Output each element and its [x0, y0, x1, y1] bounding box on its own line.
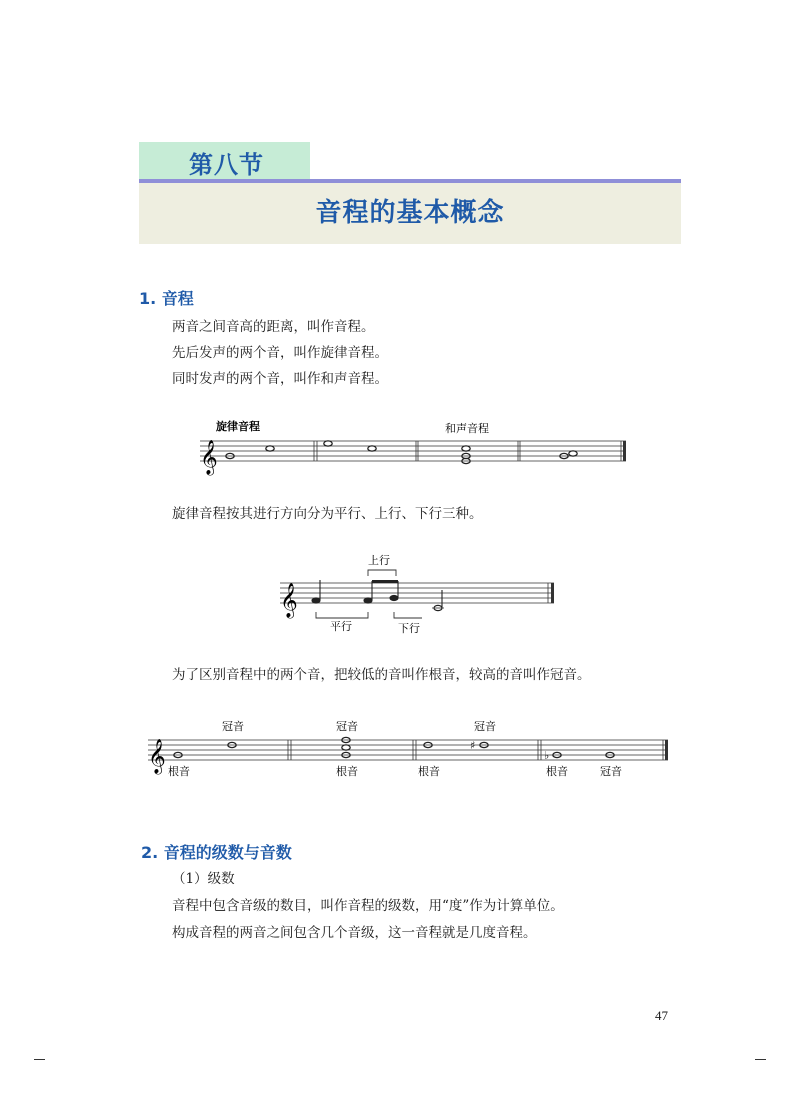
paragraph-line: 为了区别音程中的两个音，把较低的音叫作根音，较高的音叫作冠音。: [172, 667, 591, 683]
treble-clef-icon: 𝄞: [148, 739, 166, 774]
label-top: 冠音: [600, 765, 622, 778]
crop-mark: [755, 1059, 766, 1060]
paragraph-line: 两音之间音高的距离，叫作音程。: [172, 319, 375, 335]
label-root: 根音: [418, 765, 440, 778]
label-top: 冠音: [336, 720, 358, 733]
section-tab: [139, 142, 310, 179]
label-top: 冠音: [474, 720, 496, 733]
paragraph-line: 同时发声的两个音，叫作和声音程。: [172, 371, 388, 387]
label-root: 根音: [336, 765, 358, 778]
title-band: [139, 183, 681, 244]
label-top: 冠音: [222, 720, 244, 733]
figure-motion-directions: [272, 550, 562, 640]
subheading: （1）级数: [172, 871, 235, 887]
label-parallel: 平行: [330, 620, 352, 633]
heading-1: 1. 音程: [139, 289, 194, 308]
paragraph-line: 旋律音程按其进行方向分为平行、上行、下行三种。: [172, 506, 483, 522]
paragraph-line: 构成音程的两音之间包含几个音级，这一音程就是几度音程。: [172, 925, 537, 941]
paragraph-line: 音程中包含音级的数目，叫作音程的级数，用“度”作为计算单位。: [172, 898, 564, 914]
label-root: 根音: [546, 765, 568, 778]
crop-mark: [34, 1059, 45, 1060]
section-title: 音程的基本概念: [315, 198, 505, 228]
svg-text:♭: ♭: [544, 749, 550, 762]
label-melodic: 旋律音程: [216, 420, 260, 433]
page-number: 47: [655, 1008, 668, 1023]
svg-text:♯: ♯: [470, 739, 476, 752]
heading-2: 2. 音程的级数与音数: [141, 843, 292, 862]
treble-clef-icon: 𝄞: [280, 583, 298, 618]
section-tab-label: 第八节: [189, 151, 264, 179]
paragraph-line: 先后发声的两个音，叫作旋律音程。: [172, 345, 388, 361]
figure-root-top: [140, 718, 680, 780]
label-up: 上行: [368, 554, 390, 567]
label-root: 根音: [168, 765, 190, 778]
label-harmonic: 和声音程: [445, 422, 489, 435]
figure-melodic-harmonic: [190, 418, 640, 476]
treble-clef-icon: 𝄞: [200, 440, 218, 475]
label-down: 下行: [398, 622, 420, 635]
